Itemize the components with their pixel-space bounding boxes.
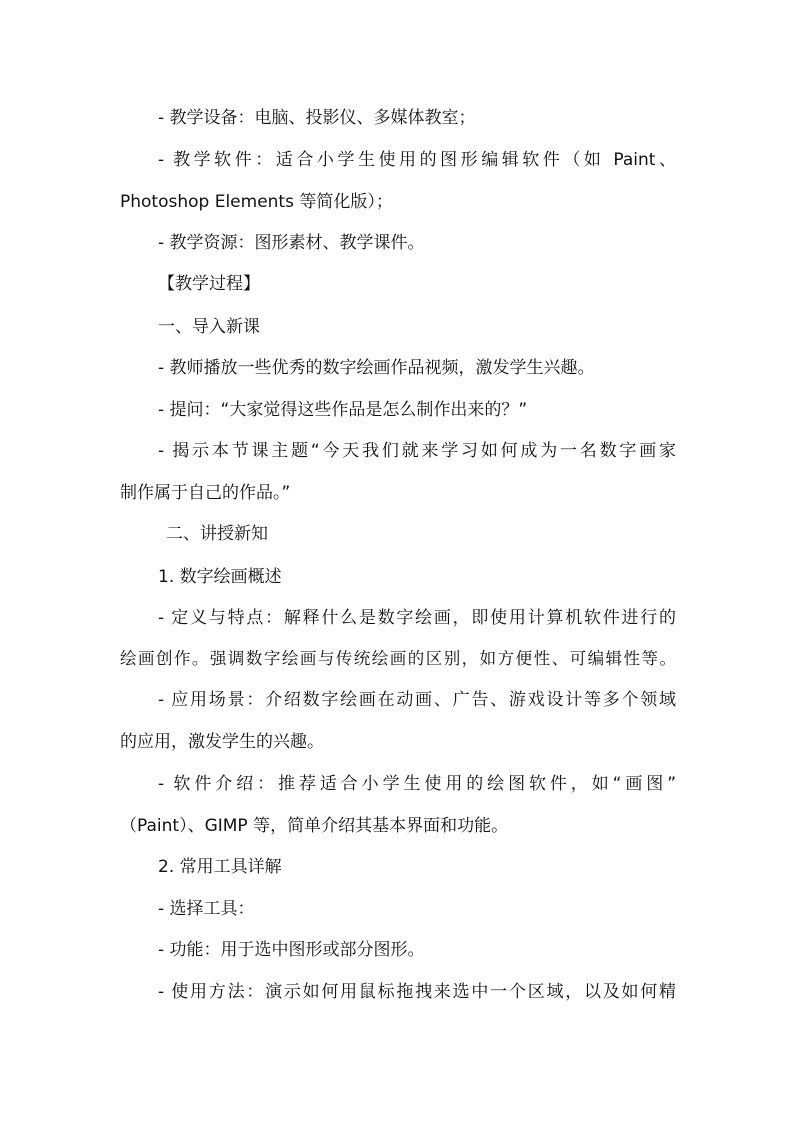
text-line-function: - 功能：用于选中图形或部分图形。 xyxy=(158,940,425,960)
heading-intro: 一、导入新课 xyxy=(158,317,260,337)
text-line-definition-cont: 绘画创作。强调数字绘画与传统绘画的区别，如方便性、可编辑性等。 xyxy=(120,649,676,668)
text-line-equipment: - 教学设备：电脑、投影仪、多媒体教室； xyxy=(158,108,476,128)
text-line-question: - 提问：“大家觉得这些作品是怎么制作出来的？” xyxy=(158,400,528,420)
heading-overview: 1. 数字绘画概述 xyxy=(158,567,282,587)
heading-new-knowledge: 二、讲授新知 xyxy=(166,524,268,544)
text-line-software-cont: Photoshop Elements 等简化版）； xyxy=(120,192,393,212)
text-line-software-intro: - 软件介绍：推荐适合小学生使用的绘图软件，如“画图” xyxy=(158,774,676,794)
text-line-application: - 应用场景：介绍数字绘画在动画、广告、游戏设计等多个领域 xyxy=(158,690,676,710)
text-line-topic: - 揭示本节课主题“今天我们就来学习如何成为一名数字画家 xyxy=(158,441,676,461)
text-line-software: - 教学软件：适合小学生使用的图形编辑软件（如 Paint、 xyxy=(158,150,676,170)
text-line-usage: - 使用方法：演示如何用鼠标拖拽来选中一个区域，以及如何精 xyxy=(158,982,676,1002)
heading-tools: 2. 常用工具详解 xyxy=(158,857,282,877)
text-line-resources: - 教学资源：图形素材、教学课件。 xyxy=(158,233,425,253)
text-line-topic-cont: 制作属于自己的作品。” xyxy=(120,483,291,503)
text-line-video: - 教师播放一些优秀的数字绘画作品视频，激发学生兴趣。 xyxy=(158,358,595,378)
text-line-definition: - 定义与特点：解释什么是数字绘画，即使用计算机软件进行的 xyxy=(158,608,676,628)
text-line-software-intro-cont: （Paint）、GIMP 等，简单介绍其基本界面和功能。 xyxy=(120,816,509,836)
text-line-select-tool: - 选择工具： xyxy=(158,899,255,919)
text-line-application-cont: 的应用，激发学生的兴趣。 xyxy=(120,732,324,752)
section-title-process: 【教学过程】 xyxy=(158,274,260,294)
